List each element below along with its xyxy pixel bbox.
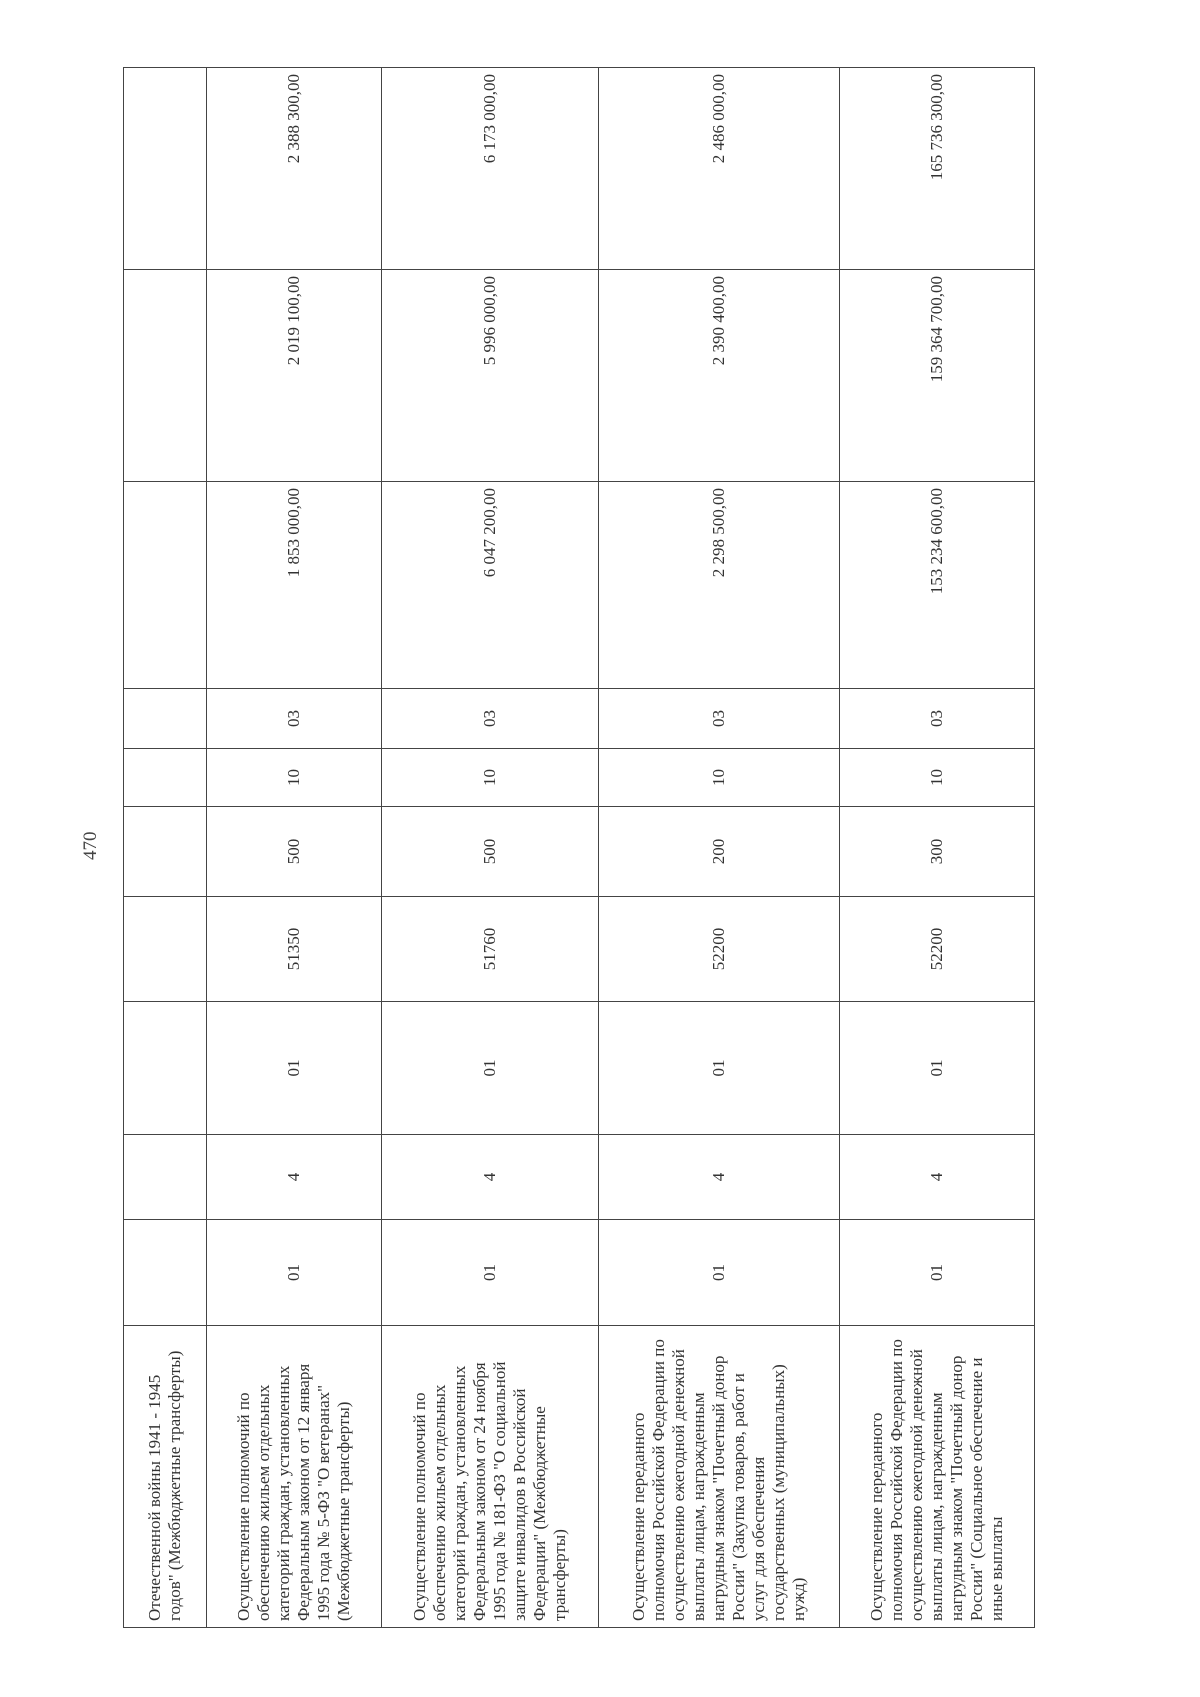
code-cell: 03 <box>207 689 382 749</box>
table-cell <box>124 68 207 270</box>
amount-cell: 165 736 300,00 <box>840 68 1035 270</box>
code-cell: 01 <box>599 1220 840 1326</box>
code-cell: 01 <box>599 1002 840 1135</box>
code-cell: 300 <box>840 807 1035 897</box>
page-number: 470 <box>80 831 101 860</box>
table-cell <box>124 689 207 749</box>
table-row <box>207 68 382 1628</box>
amount-cell: 153 234 600,00 <box>840 482 1035 689</box>
amount-cell: 6 173 000,00 <box>382 68 599 270</box>
amount-cell: 2 298 500,00 <box>599 482 840 689</box>
table-cell <box>124 270 207 482</box>
code-cell: 01 <box>207 1002 382 1135</box>
code-cell: 01 <box>207 1220 382 1326</box>
row-description: Осуществление переданного полномочия Российской Федерации по осуществлению ежегодной денежной выплаты лицам, награжденным нагрудным знаком "Почетный донор России" (Социальное обеспечение и иные выплаты <box>840 1326 1035 1628</box>
code-cell: 52200 <box>599 897 840 1002</box>
code-cell: 10 <box>840 749 1035 807</box>
amount-cell: 159 364 700,00 <box>840 270 1035 482</box>
budget-table <box>123 67 1035 1628</box>
amount-cell: 5 996 000,00 <box>382 270 599 482</box>
amount-cell: 2 019 100,00 <box>207 270 382 482</box>
code-cell: 500 <box>207 807 382 897</box>
amount-cell: 6 047 200,00 <box>382 482 599 689</box>
table-cell <box>124 749 207 807</box>
code-cell: 51350 <box>207 897 382 1002</box>
code-cell: 4 <box>207 1135 382 1220</box>
amount-cell: 2 390 400,00 <box>599 270 840 482</box>
code-cell: 4 <box>599 1135 840 1220</box>
table-cell <box>124 897 207 1002</box>
code-cell: 01 <box>382 1002 599 1135</box>
code-cell: 52200 <box>840 897 1035 1002</box>
table-row <box>840 68 1035 1628</box>
table-cell <box>124 1135 207 1220</box>
code-cell: 10 <box>207 749 382 807</box>
row-description: Отечественной войны 1941 - 1945 годов" (Межбюджетные трансферты) <box>124 1326 207 1628</box>
code-cell: 03 <box>382 689 599 749</box>
code-cell: 01 <box>840 1220 1035 1326</box>
row-description: Осуществление полномочий по обеспечению жильем отдельных категорий граждан, установленных Федеральным законом от 12 января 1995 года № 5-ФЗ "О ветеранах" (Межбюджетные трансферты) <box>207 1326 382 1628</box>
code-cell: 500 <box>382 807 599 897</box>
code-cell: 10 <box>599 749 840 807</box>
code-cell: 01 <box>382 1220 599 1326</box>
code-cell: 03 <box>840 689 1035 749</box>
row-description: Осуществление полномочий по обеспечению жильем отдельных категорий граждан, установленных Федеральным законом от 24 ноября 1995 года № 181-ФЗ "О социальной защите инвалидов в Российской Федерации" (Межбюджетные трансферты) <box>382 1326 599 1628</box>
amount-cell: 2 388 300,00 <box>207 68 382 270</box>
table-cell <box>124 1220 207 1326</box>
code-cell: 200 <box>599 807 840 897</box>
row-description: Осуществление переданного полномочия Российской Федерации по осуществлению ежегодной денежной выплаты лицам, награжденным нагрудным знаком "Почетный донор России" (Закупка товаров, работ и услуг для обеспечения государственных (муниципальных) нужд) <box>599 1326 840 1628</box>
code-cell: 51760 <box>382 897 599 1002</box>
table-row <box>382 68 599 1628</box>
code-cell: 4 <box>382 1135 599 1220</box>
amount-cell: 2 486 000,00 <box>599 68 840 270</box>
table-row <box>124 68 207 1628</box>
table-cell <box>124 807 207 897</box>
table-cell <box>124 1002 207 1135</box>
table-row <box>599 68 840 1628</box>
rotated-table-container <box>123 68 1123 1628</box>
code-cell: 03 <box>599 689 840 749</box>
table-cell <box>124 482 207 689</box>
code-cell: 10 <box>382 749 599 807</box>
amount-cell: 1 853 000,00 <box>207 482 382 689</box>
code-cell: 01 <box>840 1002 1035 1135</box>
code-cell: 4 <box>840 1135 1035 1220</box>
